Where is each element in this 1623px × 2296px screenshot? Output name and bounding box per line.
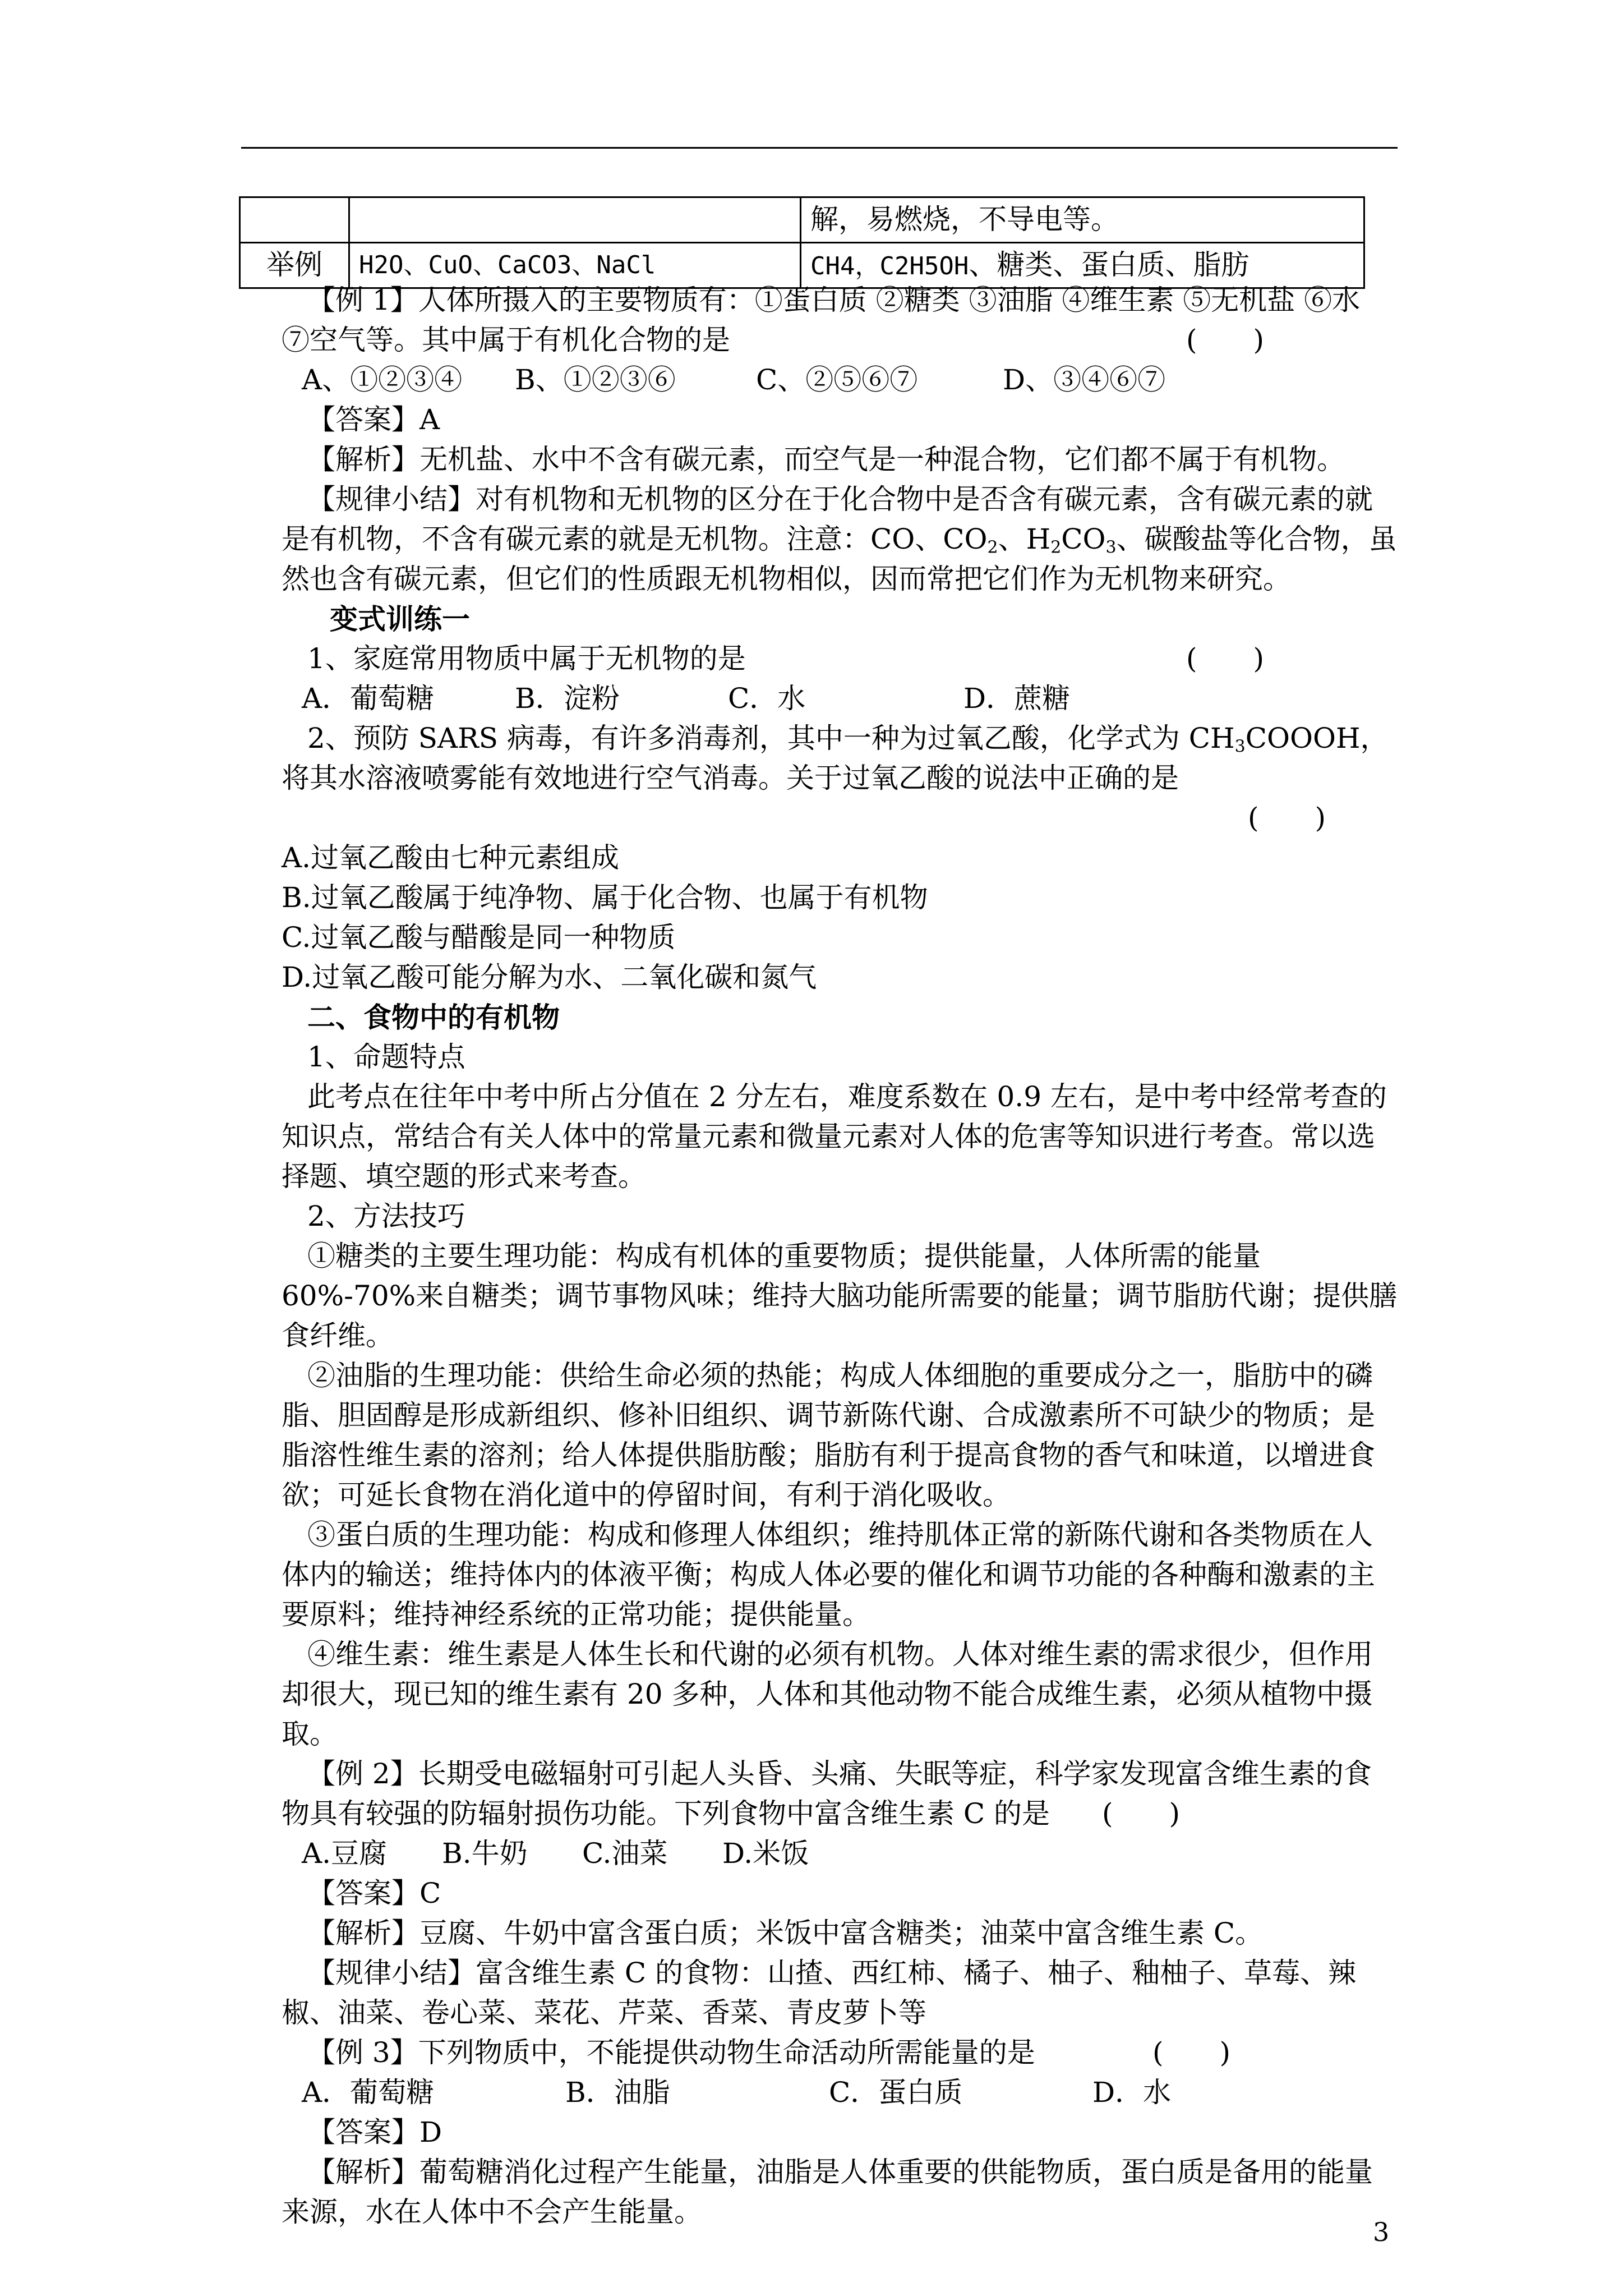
section-2-heading: 二、食物中的有机物 xyxy=(307,1001,560,1034)
example-3-answer: 【答案】D xyxy=(307,2116,442,2148)
paragraph: ①糖类的主要生理功能：构成有机体的重要物质；提供能量，人体所需的能量 60%-70%来自糖类；调节事物风味；维持大脑功能所需要的能量；调节脂肪代谢；提供膳食纤维。 xyxy=(282,1240,1398,1352)
practice-1-q2-option-b: B.过氧乙酸属于纯净物、属于化合物、也属于有机物 xyxy=(282,881,928,914)
practice-1-q2-option-c: C.过氧乙酸与醋酸是同一种物质 xyxy=(282,921,676,954)
practice-1-q2-option-a: A.过氧乙酸由七种元素组成 xyxy=(282,841,620,874)
paragraph: ②油脂的生理功能：供给生命必须的热能；构成人体细胞的重要成分之一，脂肪中的磷脂、胆固醇是形成新组织、修补旧组织、调节新陈代谢、合成激素所不可缺少的物质；是脂溶性维生素的溶剂；给人体提供脂肪酸；脂肪有利于提高食物的香气和味道，以增进食欲；可延长食物在消化道中的停留时间，有利于消化吸收。 xyxy=(282,1359,1375,1511)
example-1-analysis: 【解析】无机盐、水中不含有碳元素，而空气是一种混合物，它们都不属于有机物。 xyxy=(307,443,1345,476)
practice-1-q1: 1、家庭常用物质中属于无机物的是 ( ) xyxy=(282,639,1399,679)
example-3-analysis: 【解析】葡萄糖消化过程产生能量，油脂是人体重要的供能物质，蛋白质是备用的能量来源，水在人体中不会产生能量。 xyxy=(282,2156,1373,2228)
paragraph: ③蛋白质的生理功能：构成和修理人体组织；维持肌体正常的新陈代谢和各类物质在人体内的输送；维持体内的体液平衡；构成人体必要的催化和调节功能的各种酶和激素的主要原料；维持神经系统的正常功能；提供能量。 xyxy=(282,1519,1375,1631)
practice-1-q2-option-d: D.过氧乙酸可能分解为水、二氧化碳和氮气 xyxy=(282,961,817,993)
example-3-question: 【例 3】下列物质中，不能提供动物生命活动所需能量的是 ( ) xyxy=(282,2033,1399,2073)
example-1-options: A、①②③④ B、①②③⑥ C、②⑤⑥⑦ D、③④⑥⑦ xyxy=(302,364,1166,396)
comparison-table xyxy=(239,196,1365,289)
answer-paren: ( ) xyxy=(1152,2036,1230,2069)
table-cell xyxy=(349,197,801,243)
page-number: 3 xyxy=(1373,2217,1390,2247)
document-body xyxy=(282,280,1399,2232)
example-1-question-cont: ⑦空气等。其中属于有机化合物的是 ( ) xyxy=(282,320,1399,360)
subheading: 1、命题特点 xyxy=(307,1041,465,1073)
practice-1-q1-options: A．葡萄糖 B．淀粉 C．水 D．蔗糖 xyxy=(302,682,1071,715)
practice-1-q2: 2、预防 SARS 病毒，有许多消毒剂，其中一种为过氧乙酸，化学式为 $CH_3COOOH$，将其水溶液喷雾能有效地进行空气消毒。关于过氧乙酸的说法中正确的是 xyxy=(282,722,1389,794)
answer-paren: ( ) xyxy=(1186,324,1264,356)
example-3-options: A．葡萄糖 B．油脂 C．蛋白质 D．水 xyxy=(302,2076,1172,2109)
table-cell: 举例 xyxy=(240,243,349,288)
paragraph: ④维生素：维生素是人体生长和代谢的必须有机物。人体对维生素的需求很少，但作用却很大，现已知的维生素有 20 多种，人体和其他动物不能合成维生素，必须从植物中摄取。 xyxy=(282,1638,1373,1750)
table-row xyxy=(240,197,1364,243)
example-1-answer: 【答案】A xyxy=(307,403,440,436)
example-2-question: 【例 2】长期受电磁辐射可引起人头昏、头痛、失眠等症，科学家发现富含维生素的食物具有较强的防辐射损伤功能。下列食物中富含维生素 C 的是 ( ) xyxy=(282,1754,1399,1834)
example-2-options: A.豆腐 B.牛奶 C.油菜 D.米饭 xyxy=(302,1837,809,1870)
subheading: 2、方法技巧 xyxy=(307,1200,465,1232)
example-1-rule-summary: 【规律小结】对有机物和无机物的区分在于化合物中是否含有碳元素，含有碳元素的就是有机物，不含有碳元素的就是无机物。注意：CO、$CO_2$、$H_2CO_3$、碳酸盐等化合物，虽然也含有碳元素，但它们的性质跟无机物相似，因而常把它们作为无机物来研究。 xyxy=(282,483,1397,595)
answer-paren: ( ) xyxy=(1247,802,1326,834)
answer-paren: ( ) xyxy=(1186,642,1264,675)
example-1-question: 【例 1】人体所摄入的主要物质有：①蛋白质 ②糖类 ③油脂 ④维生素 ⑤无机盐 ⑥水 xyxy=(307,284,1361,316)
table-cell xyxy=(240,197,349,243)
paragraph: 此考点在往年中考中所占分值在 2 分左右，难度系数在 0.9 左右，是中考中经常考查的知识点，常结合有关人体中的常量元素和微量元素对人体的危害等知识进行考查。常以选择题、填空题的形式来考查。 xyxy=(282,1080,1387,1193)
example-2-answer: 【答案】C xyxy=(307,1877,441,1910)
table-cell: H2O、CuO、CaCO3、NaCl xyxy=(349,243,801,288)
answer-paren: ( ) xyxy=(1101,1797,1180,1830)
table-cell: CH4，C2H5OH、糖类、蛋白质、脂肪 xyxy=(801,243,1364,288)
example-2-analysis: 【解析】豆腐、牛奶中富含蛋白质；米饭中富含糖类；油菜中富含维生素 C。 xyxy=(307,1917,1264,1949)
example-2-rule-summary: 【规律小结】富含维生素 C 的食物：山揸、西红柿、橘子、柚子、釉柚子、草莓、辣椒、油菜、卷心菜、菜花、芹菜、香菜、青皮萝卜等 xyxy=(282,1957,1357,2029)
header-rule xyxy=(241,147,1398,149)
table-cell: 解，易燃烧，不导电等。 xyxy=(801,197,1364,243)
practice-1-title: 变式训练一 xyxy=(330,602,470,636)
